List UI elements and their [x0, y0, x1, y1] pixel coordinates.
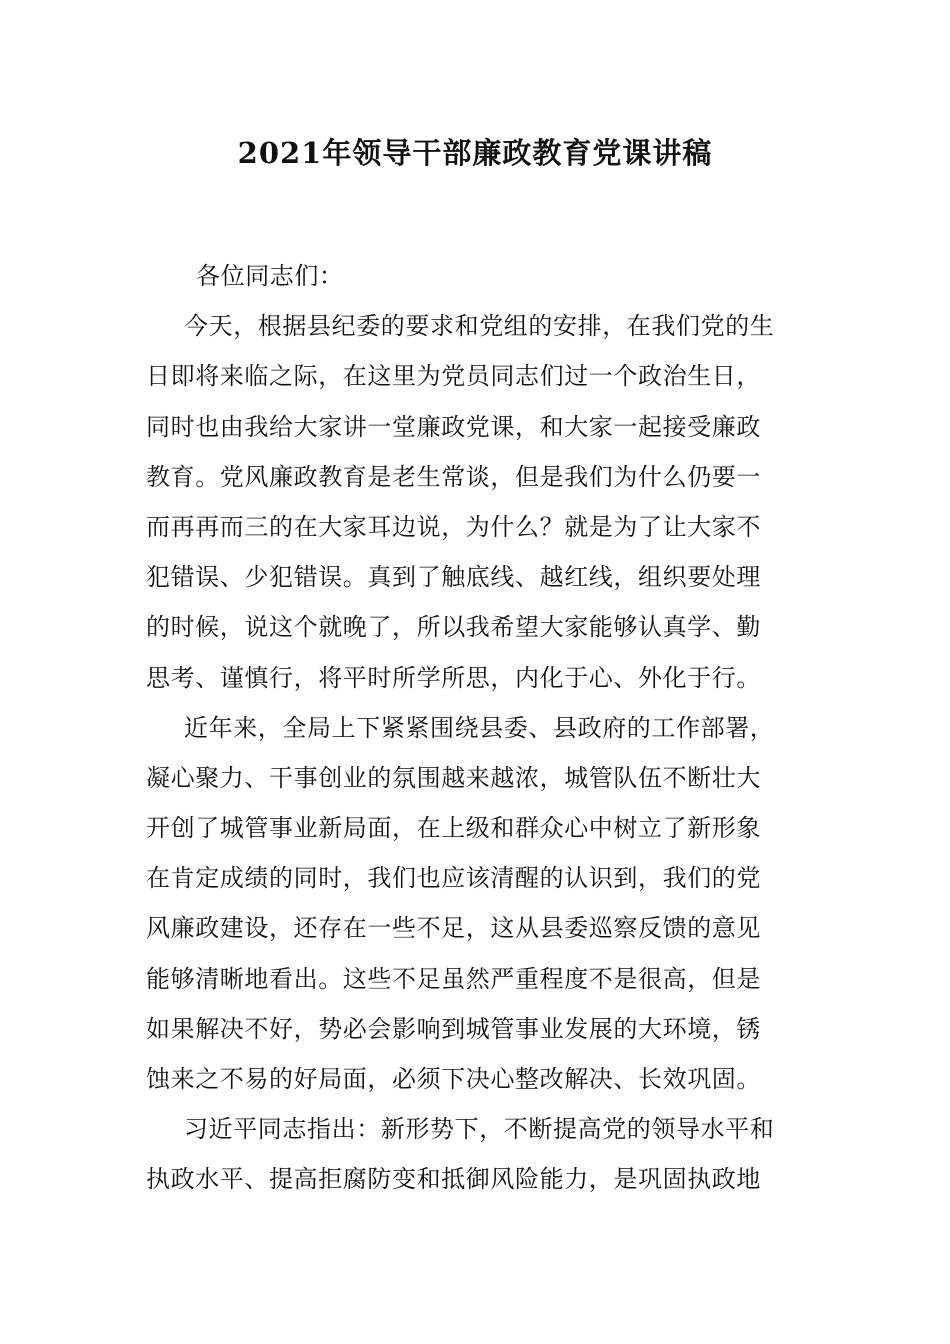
- paragraph-line: 如果解决不好，势必会影响到城管事业发展的大环境，锈: [146, 1014, 761, 1043]
- paragraph-line: 而再再而三的在大家耳边说，为什么？就是为了让大家不: [146, 512, 761, 541]
- paragraph-line: 近年来，全局上下紧紧围绕县委、县政府的工作部署，: [184, 713, 775, 742]
- document-title: 2021年领导干部廉政教育党课讲稿: [237, 136, 713, 170]
- paragraph-line: 执政水平、提高拒腐防变和抵御风险能力，是巩固执政地: [146, 1165, 761, 1194]
- paragraph-2: [146, 703, 806, 1105]
- paragraph-line: 教育。党风廉政教育是老生常谈，但是我们为什么仍要一: [146, 462, 761, 491]
- paragraph-line: 思考、谨慎行，将平时所学所思，内化于心、外化于行。: [146, 663, 761, 692]
- paragraph-line: 开创了城管事业新局面，在上级和群众心中树立了新形象: [146, 814, 761, 843]
- paragraph-line: 日即将来临之际，在这里为党员同志们过一个政治生日，: [146, 362, 761, 391]
- paragraph-line: 蚀来之不易的好局面，必须下决心整改解决、长效巩固。: [146, 1065, 761, 1093]
- paragraph-line: 习近平同志指出：新形势下，不断提高党的领导水平和: [184, 1115, 775, 1144]
- paragraph-line: 同时也由我给大家讲一堂廉政党课，和大家一起接受廉政: [146, 412, 761, 441]
- paragraph-3: [146, 1104, 806, 1204]
- paragraph-line: 的时候，说这个就晚了，所以我希望大家能够认真学、勤: [146, 613, 761, 642]
- paragraph-line: 今天，根据县纪委的要求和党组的安排，在我们党的生: [184, 312, 775, 341]
- paragraph-line: 在肯定成绩的同时，我们也应该清醒的认识到，我们的党: [146, 864, 761, 893]
- paragraph-1: [146, 301, 806, 703]
- paragraph-line: 能够清晰地看出。这些不足虽然严重程度不是很高，但是: [146, 964, 761, 993]
- paragraph-line: 凝心聚力、干事创业的氛围越来越浓，城管队伍不断壮大: [146, 763, 761, 792]
- document-body: [146, 251, 806, 1205]
- salutation: 各位同志们：: [196, 262, 344, 290]
- paragraph-line: 犯错误、少犯错误。真到了触底线、越红线，组织要处理: [146, 563, 761, 592]
- paragraph-line: 风廉政建设，还存在一些不足，这从县委巡察反馈的意见: [146, 914, 761, 943]
